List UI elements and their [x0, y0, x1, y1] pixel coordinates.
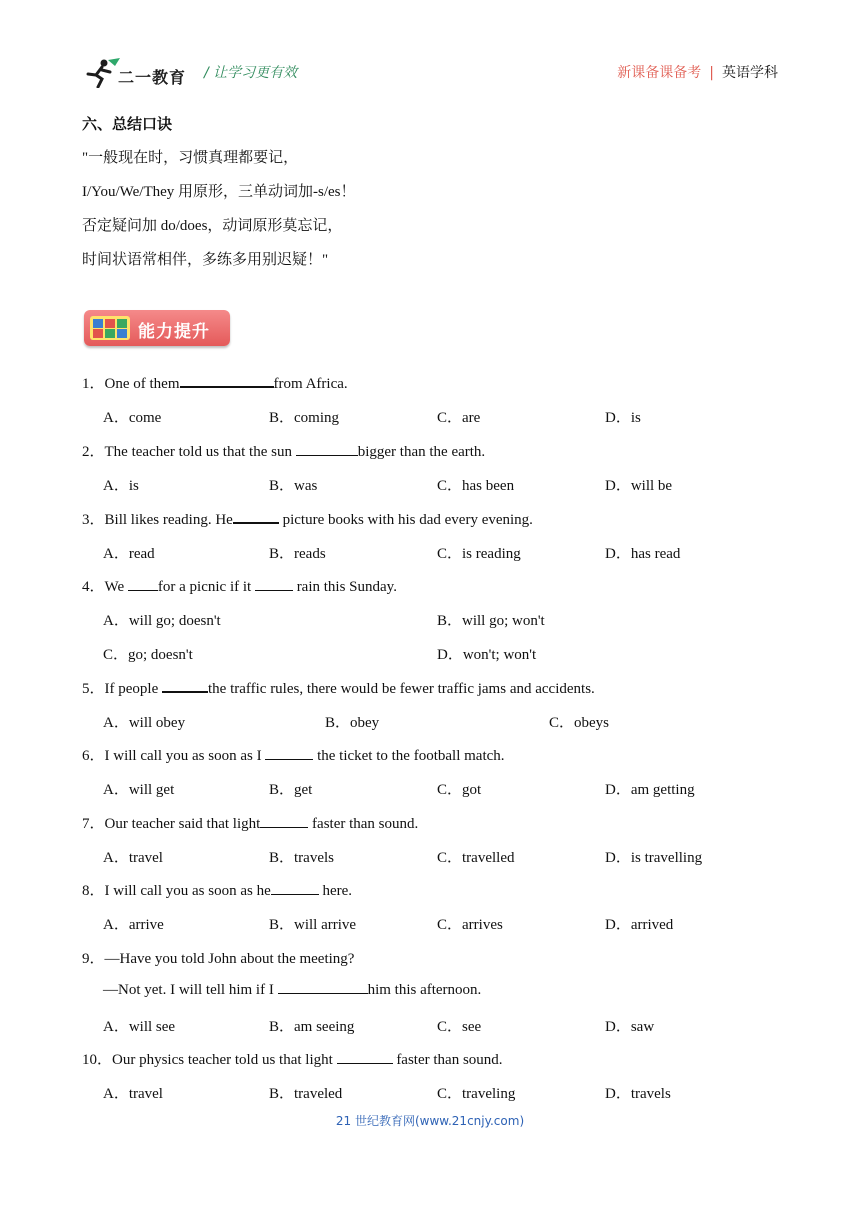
answer-blank — [337, 1051, 393, 1064]
question-number: 8． — [82, 883, 105, 899]
page-header — [82, 56, 778, 88]
answer-blank — [260, 815, 308, 828]
question-number: 10． — [82, 1052, 113, 1068]
option-b[interactable]: B．traveled — [269, 1086, 343, 1102]
question-text: faster than sound. — [392, 1052, 503, 1068]
question-text: rain this Sunday. — [292, 579, 397, 595]
answer-blank — [265, 747, 313, 760]
question-7 — [82, 812, 418, 833]
answer-blank — [162, 679, 208, 693]
question-8 — [82, 879, 352, 900]
question-9 — [82, 947, 354, 968]
option-a[interactable]: A．is — [103, 478, 139, 494]
section-title: 六、总结口诀 — [82, 115, 173, 133]
option-d[interactable]: D．has read — [605, 546, 681, 562]
answer-blank — [278, 981, 368, 994]
option-c[interactable]: C．see — [437, 1019, 482, 1035]
question-4 — [82, 575, 397, 596]
question-text: here. — [318, 883, 353, 899]
question-number: 7． — [82, 816, 105, 832]
answer-blank — [271, 882, 319, 895]
question-text: Bill likes reading. He — [104, 512, 233, 528]
question-text: faster than sound. — [308, 816, 419, 832]
question-text: for a picnic if it — [157, 579, 255, 595]
question-text: him this afternoon. — [367, 982, 482, 998]
question-6 — [82, 744, 505, 765]
question-1 — [82, 372, 348, 393]
header-separator: | — [709, 65, 714, 81]
option-c[interactable]: C．got — [437, 782, 482, 798]
question-text: the ticket to the football match. — [313, 748, 505, 764]
question-text: Our physics teacher told us that light — [112, 1052, 337, 1068]
option-b[interactable]: B．will go; won't — [437, 613, 545, 629]
question-number: 9． — [82, 951, 105, 967]
option-c[interactable]: C．go; doesn't — [103, 647, 193, 663]
summary-line: "一般现在时，习惯真理都要记， — [82, 150, 299, 166]
question-text: picture books with his dad every evening. — [278, 512, 533, 528]
option-a[interactable]: A．arrive — [103, 917, 164, 933]
question-text: One of them — [104, 376, 180, 392]
question-3 — [82, 508, 533, 529]
header-right — [617, 62, 778, 82]
question-2 — [82, 440, 485, 461]
question-number: 5． — [82, 681, 105, 697]
question-number: 3． — [82, 512, 105, 528]
answer-blank — [233, 510, 279, 524]
option-c[interactable]: C．has been — [437, 478, 515, 494]
option-a[interactable]: A．will get — [103, 782, 175, 798]
question-text: We — [104, 579, 128, 595]
summary-line: 否定疑问加 do/does，动词原形莫忘记， — [82, 218, 343, 234]
question-9-line-2 — [103, 981, 481, 999]
summary-line: 时间状语常相伴，多练多用别迟疑！" — [82, 252, 329, 268]
option-b[interactable]: B．am seeing — [269, 1019, 355, 1035]
runner-logo-icon — [82, 58, 122, 88]
option-d[interactable]: D．saw — [605, 1019, 655, 1035]
question-text: from Africa. — [273, 376, 348, 392]
question-number: 2． — [82, 444, 105, 460]
question-text: I will call you as soon as I — [104, 748, 266, 764]
option-a[interactable]: A．travel — [103, 850, 163, 866]
option-c[interactable]: C．is reading — [437, 546, 521, 562]
question-text: Our teacher said that light — [104, 816, 261, 832]
option-a[interactable]: A．read — [103, 546, 155, 562]
option-c[interactable]: C．traveling — [437, 1086, 516, 1102]
option-a[interactable]: A．will see — [103, 1019, 176, 1035]
option-b[interactable]: B．get — [269, 782, 313, 798]
question-number: 4． — [82, 579, 105, 595]
question-text: —Have you told John about the meeting? — [104, 951, 355, 967]
option-d[interactable]: D．will be — [605, 478, 673, 494]
logo-text: 二一教育 — [118, 68, 187, 87]
question-text: I will call you as soon as he — [104, 883, 271, 899]
option-d[interactable]: D．am getting — [605, 782, 695, 798]
option-c[interactable]: C．arrives — [437, 917, 503, 933]
answer-blank — [128, 578, 158, 591]
summary-line: I/You/We/They 用原形，三单动词加-s/es！ — [82, 184, 356, 200]
option-a[interactable]: A．travel — [103, 1086, 163, 1102]
option-d[interactable]: D．arrived — [605, 917, 674, 933]
badge-label: 能力提升 — [138, 322, 210, 342]
ability-badge — [84, 310, 230, 346]
option-b[interactable]: B．obey — [325, 715, 380, 731]
question-text: the traffic rules, there would be fewer traffic jams and accidents. — [208, 681, 595, 697]
question-text: If people — [104, 681, 162, 697]
question-number: 6． — [82, 748, 105, 764]
option-a[interactable]: A．will obey — [103, 715, 186, 731]
question-number: 1． — [82, 376, 105, 392]
option-d[interactable]: D．travels — [605, 1086, 671, 1102]
question-text: The teacher told us that the sun — [104, 444, 296, 460]
question-5 — [82, 677, 595, 698]
answer-blank — [180, 374, 274, 388]
question-text: bigger than the earth. — [357, 444, 486, 460]
option-c[interactable]: C．travelled — [437, 850, 515, 866]
option-a[interactable]: A．come — [103, 410, 162, 426]
answer-blank — [296, 443, 358, 456]
brand-logo — [82, 58, 192, 88]
option-c[interactable]: C．are — [437, 410, 481, 426]
option-d[interactable]: D．is — [605, 410, 641, 426]
option-a[interactable]: A．will go; doesn't — [103, 613, 221, 629]
option-b[interactable]: B．will arrive — [269, 917, 357, 933]
answer-blank — [255, 578, 293, 591]
question-text: —Not yet. I will tell him if I — [103, 982, 278, 998]
page-footer: 21 世纪教育网(www.21cnjy.com) — [335, 1114, 525, 1128]
option-d[interactable]: D．won't; won't — [437, 647, 537, 663]
header-keyword: 新课备课备考 — [617, 65, 702, 81]
option-b[interactable]: B．reads — [269, 546, 326, 562]
option-b[interactable]: B．coming — [269, 410, 339, 426]
option-d[interactable]: D．is travelling — [605, 850, 703, 866]
question-10 — [82, 1048, 503, 1069]
option-c[interactable]: C．obeys — [549, 715, 610, 731]
header-subject: 英语学科 — [722, 65, 778, 81]
option-b[interactable]: B．was — [269, 478, 318, 494]
badge-icon — [90, 316, 130, 340]
option-b[interactable]: B．travels — [269, 850, 334, 866]
header-slogan: / 让学习更有效 — [204, 65, 298, 81]
